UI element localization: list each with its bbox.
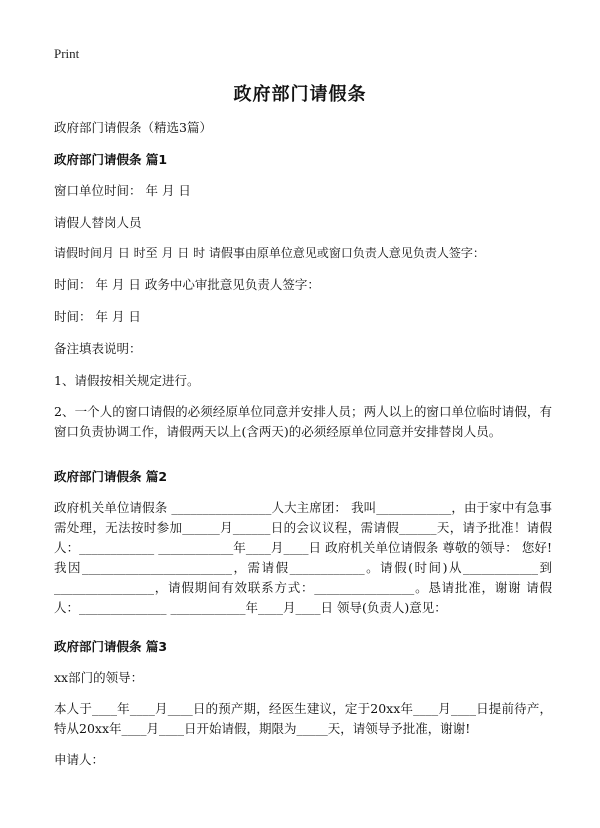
section1-line-6: 备注填表说明： <box>54 341 142 356</box>
document-title: 政府部门请假条 <box>233 84 367 105</box>
section3-applicant: 申请人： <box>54 752 105 767</box>
section1-line-4: 时间： 年 月 日 政务中心审批意见负责人签字： <box>54 277 320 292</box>
section1-line-3: 请假时间月 日 时至 月 日 时 请假事由原单位意见或窗口负责人意见负责人签字： <box>54 246 485 260</box>
intro-text: 政府部门请假条（精选3篇） <box>54 120 212 135</box>
section3-greeting: xx部门的领导： <box>54 670 144 685</box>
section2-body: 政府机关单位请假条 ________________人大主席团： 我叫____________，由于家中有急事需处理，无法按时参加______月______日的会议议程，需请假______天，请予批准！请假人：____________ ____________年____月____日 政府机关单位请假条 尊敬的领导： 您好!我因________________________，需请假____________。请假(时间)从____________到________________，请假期间有效联系方式：________________。恳请批准，谢谢 请假人：______________ ____________年____月____日 领导(负责人)意见： <box>54 500 552 615</box>
section1-line-2: 请假人替岗人员 <box>54 215 142 230</box>
section1-note-2: 2、一个人的窗口请假的必须经原单位同意并安排人员；两人以上的窗口单位临时请假，有窗口负责协调工作，请假两天以上(含两天)的必须经原单位同意并安排替岗人员。 <box>54 404 552 439</box>
section1-heading: 政府部门请假条 篇1 <box>54 152 168 167</box>
section2-heading: 政府部门请假条 篇2 <box>54 469 168 484</box>
section1-line-5: 时间： 年 月 日 <box>54 309 141 324</box>
print-link[interactable]: Print <box>54 46 80 61</box>
section3-body: 本人于____年____月____日的预产期，经医生建议，定于20xx年____月____日提前待产，特从20xx年____月____日开始请假，期限为_____天，请领导予批准，谢谢! <box>54 701 552 736</box>
section3-heading: 政府部门请假条 篇3 <box>54 639 168 654</box>
section1-line-1: 窗口单位时间： 年 月 日 <box>54 183 191 198</box>
section1-line-7: 1、请假按相关规定进行。 <box>54 373 200 388</box>
